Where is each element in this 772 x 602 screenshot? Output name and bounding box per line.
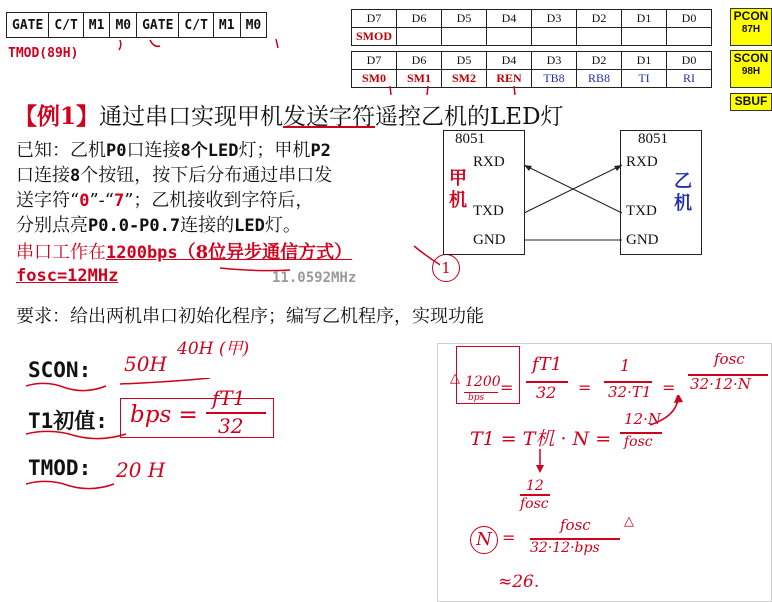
char: 乙 [674,171,692,192]
t1-den: fosc [624,434,653,450]
scon-underline [22,378,222,394]
pcon-bit [532,28,577,46]
title-text-c: 遥控乙机的LED灯 [375,104,564,130]
pcon-bit: SMOD [352,28,397,46]
pcon-header: D2 [577,10,622,28]
problem-line-2 [16,161,332,187]
scon-name: SCON [733,51,769,65]
text: ”；乙机接收到字符后， [124,190,314,211]
scon-bit: RI [667,70,712,88]
scon-bit: TI [622,70,667,88]
circled-number: 1 [432,254,460,282]
frac-num: 12 [526,478,544,494]
delta-mark: △ [450,371,460,386]
frac-den: fosc [520,496,549,512]
left-machine-name [448,168,468,212]
scon-header: D3 [532,52,577,70]
n-label: N [470,526,498,554]
example-tag: 【例1】 [14,103,100,130]
scon-header: D7 [352,52,397,70]
scon-answer-value: 50H [124,352,167,376]
title-text-b: 发送字符 [283,104,376,130]
tmod-bit: C/T [179,13,213,38]
condition-ink-marks [200,236,440,276]
pcon-bit [622,28,667,46]
scon-register [351,51,712,88]
t1-underline [22,428,132,442]
t1-formula-num: fT1 [212,386,246,410]
tmod-bit: M0 [110,13,137,38]
text: 口连接 [16,165,70,186]
text: ”-“ [89,190,114,211]
text: 个按钮，按下后分布通过串口发 [80,165,333,186]
right-txd: TXD [626,203,657,219]
left-txd: TXD [473,203,504,219]
fosc-num: fosc [714,350,745,368]
scon-bit: SM2 [442,70,487,88]
n-den: 32·12·bps [530,540,600,556]
scon-bit: SM1 [397,70,442,88]
rate-value: 1200 [465,374,501,390]
den-full: 32·12·N [690,375,751,393]
pcon-bit [667,28,712,46]
text: 送字符“ [16,190,80,211]
pcon-header: D6 [397,10,442,28]
led-count: 8个LED [180,141,239,161]
right-gnd: GND [626,232,659,248]
led-label: LED [234,216,265,236]
comm-mode: （8位异步通信方式） [177,242,353,263]
scon-addr: 98H [741,66,761,77]
pcon-header: D3 [532,10,577,28]
scon-header: D2 [577,52,622,70]
example-title [14,98,564,131]
t1-answer-label: T1初值: [28,409,108,433]
port-range: P0.0-P0.7 [88,216,181,236]
text: 串口工作在 [16,242,106,263]
alt-frequency: 11.0592MHz [272,270,357,286]
pcon-name: PCON [733,9,769,23]
t1-formula-den: 32 [218,414,244,438]
text: 已知：乙机 [16,140,106,161]
eq-2: = [578,378,592,397]
cross-wires [518,150,628,250]
fT1-num: fT1 [532,354,563,375]
pcon-bit [397,28,442,46]
tmod-ink-marks [0,34,330,54]
scon-answer-label: SCON: [28,358,92,382]
pcon-header: D4 [487,10,532,28]
scon-answer-note: 40H (甲) [177,339,250,359]
left-gnd: GND [473,232,506,248]
tmod-bit: M1 [83,13,110,38]
scon-header: D0 [667,52,712,70]
left-rxd: RXD [473,154,505,170]
one: 1 [620,356,631,375]
baud-rate: 1200bps [106,243,178,263]
tmod-answer-value: 20 H [116,458,166,482]
char: 机 [674,193,692,214]
scon-tag [730,50,772,88]
delta-mark-2: △ [624,514,634,529]
chip-right-label: 8051 [638,131,668,147]
tmod-answer-label: TMOD: [28,456,92,480]
title-text-a: 通过串口实现甲机 [99,104,284,130]
t1-eq: T1 = T机 · N = [470,428,612,450]
pcon-register [351,9,712,46]
right-rxd: RXD [626,154,658,170]
pcon-header: D1 [622,10,667,28]
den-32: 32 [536,383,557,402]
pcon-header: D0 [667,10,712,28]
approx-result: ≈26. [498,572,540,592]
char-start: 0 [79,191,90,211]
tmod-underline [22,478,122,492]
char-end: 7 [113,191,125,211]
pcon-bit [487,28,532,46]
condition-fosc: fosc=12MHz [16,266,119,286]
scon-bit: REN [487,70,532,88]
n-num: fosc [560,516,591,534]
eq-4: = [502,528,516,547]
right-machine-name [673,171,693,215]
eq-3: = [662,378,676,397]
rate-unit: bps [468,393,485,403]
tmod-bit: M1 [213,13,240,38]
button-count: 8 [70,166,81,186]
text: 灯。 [264,215,301,236]
tmod-bit: M0 [240,13,267,38]
tmod-bit: GATE [137,13,179,38]
scon-bit: TB8 [532,70,577,88]
pcon-header: D5 [442,10,487,28]
tmod-bit: C/T [49,13,83,38]
pcon-addr: 87H [741,24,761,35]
scon-bit: RB8 [577,70,622,88]
port-p2: P2 [310,141,331,161]
pcon-header: D7 [352,10,397,28]
text: 连接的 [180,215,235,236]
scon-header: D5 [442,52,487,70]
notes-arrows [530,395,700,495]
scon-header: D6 [397,52,442,70]
den-32t: 32·T1 [608,383,652,401]
requirement: 要求：给出两机串口初始化程序；编写乙机程序，实现功能 [16,306,484,327]
char: 甲 [449,168,467,189]
t1-formula-lhs: bps = [130,402,198,428]
t1-num: 12·N [624,410,661,428]
tmod-bit: GATE [7,13,49,38]
sbuf-tag: SBUF [730,93,772,111]
problem-line-1 [16,136,331,162]
scon-bit: SM0 [352,70,397,88]
text: 灯；甲机 [238,140,311,161]
scon-header: D4 [487,52,532,70]
text: 分别点亮 [16,215,88,236]
problem-line-3 [16,186,313,212]
chip-left-label: 8051 [455,131,485,147]
pcon-bit [577,28,622,46]
char: 机 [449,190,467,211]
port-p0: P0 [106,141,127,161]
tmod-caption: TMOD(89H) [8,46,79,61]
text: 口连接 [126,140,181,161]
scon-header: D1 [622,52,667,70]
pcon-bit [442,28,487,46]
problem-line-4 [16,211,301,237]
pcon-tag [730,8,772,46]
eq-1: = [500,378,514,397]
